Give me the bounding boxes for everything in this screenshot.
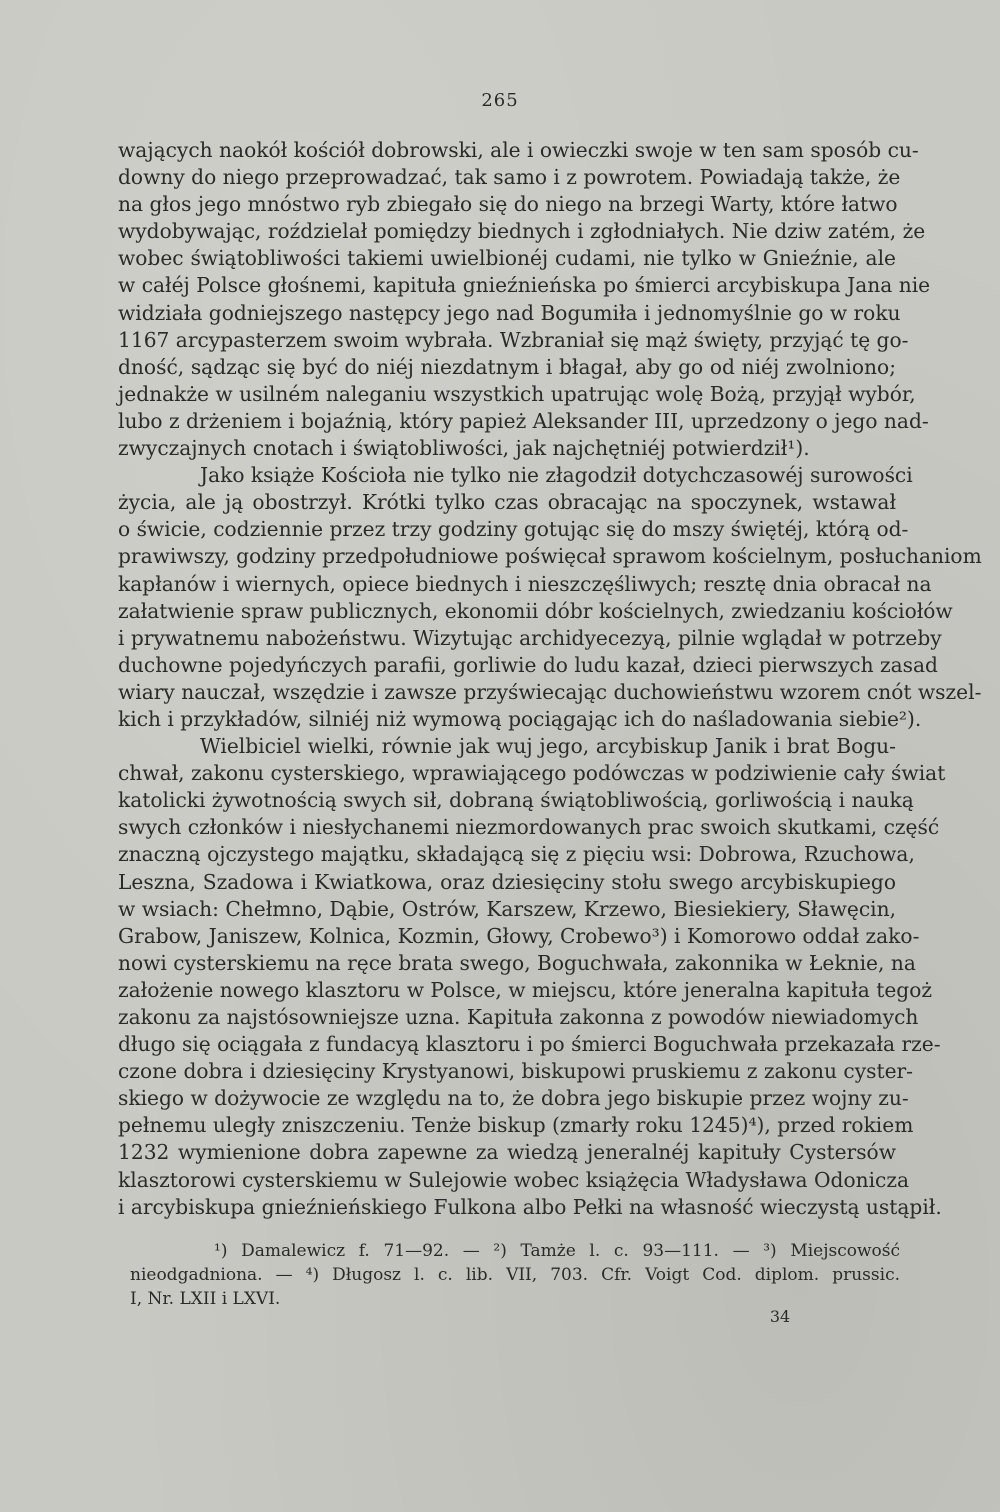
text-line: dność, sądząc się być do niéj niezdatnym i błagał, aby go od niéj zwolniono; [118, 354, 896, 379]
text-line: 1167 arcypasterzem swoim wybrała. Wzbraniał się mąż święty, przyjąć tę go- [118, 327, 909, 352]
text-line: katolicki żywotnością swych sił, dobraną świątobliwością, gorliwością i nauką [118, 788, 914, 813]
text-line: chwał, zakonu cysterskiego, wprawiającego podówczas w podziwienie cały świat [118, 761, 946, 786]
text-line: na głos jego mnóstwo ryb zbiegało się do niego na brzegi Warty, które łatwo [118, 192, 898, 217]
text-line: wiary nauczał, wszędzie i zawsze przyświecając duchowieństwu wzorem cnót wszel- [118, 679, 982, 704]
footnotes [130, 1239, 900, 1311]
text-line: o świcie, codziennie przez trzy godziny gotując się do mszy świętéj, którą od- [118, 517, 909, 542]
text-line: widziała godniejszego następcy jego nad Bogumiła i jednomyślnie go w roku [118, 300, 901, 325]
text-line: prawiwszy, godziny przedpołudniowe poświęcał sprawom kościelnym, posłuchaniom [118, 544, 982, 569]
text-line: wających naokół kościół dobrowski, ale i owieczki swoje w ten sam sposób cu- [118, 138, 919, 162]
text-line: kich i przykładów, silniéj niż wymową pociągając ich do naśladowania siebie²). [118, 706, 922, 731]
text-line: załatwienie spraw publicznych, ekonomii dóbr kościelnych, zwiedzaniu kościołów [118, 598, 953, 623]
text-line: życia, ale ją obostrzył. Krótki tylko czas obracając na spoczynek, wstawał [118, 490, 896, 515]
text-line: Leszna, Szadowa i Kwiatkowa, oraz dziesięciny stołu swego arcybiskupiego [118, 869, 896, 894]
text-line: Grabow, Janiszew, Kolnica, Kozmin, Głowy, Crobewo³) i Komorowo oddał zako- [118, 923, 920, 948]
text-line: kapłanów i wiernych, opiece biednych i nieszczęśliwych; resztę dnia obracał na [118, 571, 932, 596]
text-line: klasztorowi cysterskiemu w Sulejowie wobec książęcia Władysława Odonicza [118, 1167, 910, 1192]
text-line: czone dobra i dziesięciny Krystyanowi, biskupowi pruskiemu z zakonu cyster- [118, 1059, 913, 1084]
text-line: znaczną ojczystego majątku, składającą się z pięciu wsi: Dobrowa, Rzuchowa, [118, 842, 915, 867]
text-line: downy do niego przeprowadzać, tak samo i z powrotem. Powiadają także, że [118, 165, 901, 190]
text-line: zakonu za najstósowniejsze uzna. Kapituła zakonna z powodów niewiadomych [118, 1005, 919, 1029]
text-line: skiego w dożywocie ze względu na to, że dobra jego biskupie przez wojny zu- [118, 1086, 909, 1111]
paragraph-start-line: Wielbiciel wielki, równie jak wuj jego, arcybiskup Janik i brat Bogu- [200, 734, 896, 759]
text-line: 1232 wymienione dobra zapewne za wiedzą jeneralnéj kapituły Cystersów [118, 1140, 896, 1165]
text-line: duchowne pojedyńczych parafii, gorliwie do ludu kazał, dzieci pierwszych zasad [118, 652, 938, 677]
text-line: wydobywając, roździelał pomiędzy biednych i zgłodniałych. Nie dziw zatém, że [118, 219, 926, 244]
text-line: jednakże w usilném naleganiu wszystkich upatrując wolę Bożą, przyjął wybór, [118, 381, 916, 406]
footnote-line: I, Nr. LXII i LXVI. [130, 1289, 281, 1309]
text-line: w całéj Polsce głośnemi, kapituła gnieźnieńska po śmierci arcybiskupa Jana nie [118, 273, 931, 298]
page-number: 265 [481, 90, 519, 111]
text-line: i prywatnemu nabożeństwu. Wizytując archidyecezyą, pilnie wglądał w potrzeby [118, 625, 942, 650]
text-line: pełnemu uległy zniszczeniu. Tenże biskup (zmarły roku 1245)⁴), przed rokiem [118, 1113, 914, 1138]
text-line: założenie nowego klasztoru w Polsce, w miejscu, które jeneralna kapituła tegoż [118, 977, 933, 1002]
text-line: swych członków i niesłychanemi niezmordowanych prac swoich skutkami, część [118, 815, 940, 840]
text-line: zwyczajnych cnotach i świątobliwości, jak najchętniéj potwierdził¹). [118, 436, 810, 461]
text-line: wobec świątobliwości takiemi uwielbionéj cudami, nie tylko w Gnieźnie, ale [118, 246, 896, 271]
printer-signature-mark: 34 [769, 1307, 791, 1326]
footnote-line: nieodgadniona. — ⁴) Długosz l. c. lib. VII, 703. Cfr. Voigt Cod. diplom. prussic. [130, 1265, 900, 1285]
text-line: i arcybiskupa gnieźnieńskiego Fulkona albo Pełki na własność wieczystą ustąpił. [118, 1194, 942, 1219]
text-line: nowi cysterskiemu na ręce brata swego, Boguchwała, zakonnika w Łeknie, na [118, 950, 916, 975]
body-text [118, 137, 982, 1221]
paragraph-start-line: Jako książe Kościoła nie tylko nie złagodził dotychczasowéj surowości [200, 463, 913, 488]
text-line: w wsiach: Chełmno, Dąbie, Ostrów, Karszew, Krzewo, Biesiekiery, Sławęcin, [118, 896, 897, 921]
footnote-line: ¹) Damalewicz f. 71—92. — ²) Tamże l. c. 93—111. — ³) Miejscowość [214, 1241, 900, 1261]
text-line: lubo z drżeniem i bojaźnią, który papież Aleksander III, uprzedzony o jego nad- [118, 408, 929, 433]
text-line: długo się ociągała z fundacyą klasztoru i po śmierci Boguchwała przekazała rze- [118, 1032, 941, 1057]
